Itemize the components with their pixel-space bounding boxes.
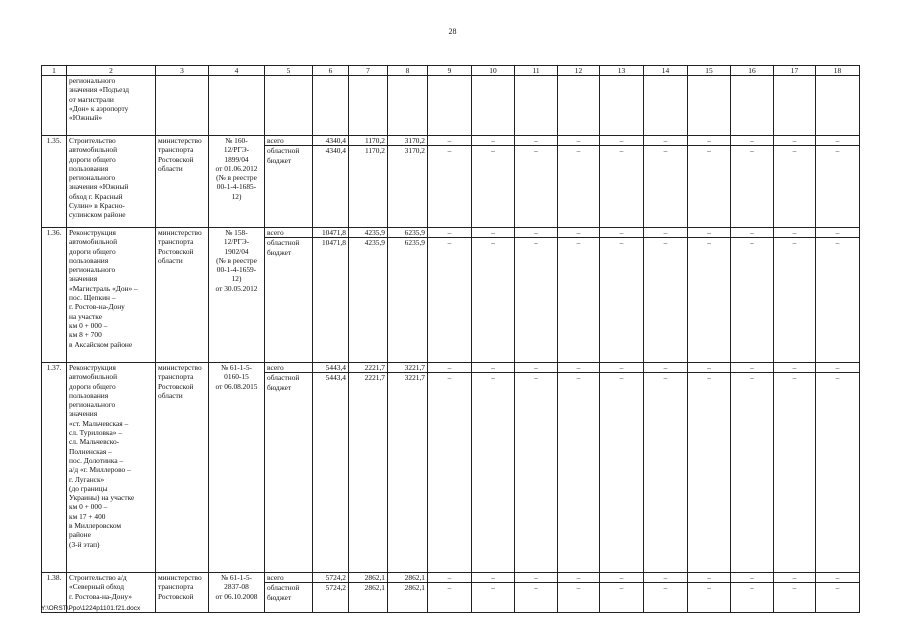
table-row: [42, 136, 860, 228]
dash-total: –: [491, 363, 495, 372]
dash-total: –: [534, 136, 538, 145]
dash-regional: –: [688, 145, 730, 155]
dash-regional: –: [644, 237, 687, 247]
value-col-17: [774, 363, 816, 573]
customer: министерство транспорта Ростовской области: [156, 136, 209, 228]
value-col-8-total: 6235,9: [404, 228, 425, 237]
dash-total: –: [491, 136, 495, 145]
dash-total: –: [663, 228, 668, 237]
dash-regional: –: [644, 582, 687, 592]
funding-source: [265, 573, 313, 613]
value-col-10: [472, 136, 515, 228]
dash-regional: –: [816, 237, 859, 247]
column-number-4: 4: [209, 66, 265, 76]
value-col-13: [600, 573, 644, 613]
value-col-8-regional: 3170,2: [388, 145, 427, 155]
dash-regional: –: [472, 582, 514, 592]
dash-regional: –: [816, 372, 859, 382]
value-col-7: [349, 76, 388, 136]
value-col-15: [688, 228, 731, 363]
value-col-6-regional: 5443,4: [313, 372, 348, 382]
dash-regional: –: [644, 372, 687, 382]
value-col-18: [816, 76, 860, 136]
value-col-10: [472, 228, 515, 363]
project-name: Строительство автомобильной дороги общего пользования регионального значения «Южный обход г. Красный Сулин» в Красно- сулинском районе: [67, 136, 156, 228]
funding-source-total: всего: [267, 228, 284, 237]
value-col-10: [472, 363, 515, 573]
customer: министерство транспорта Ростовской области: [156, 228, 209, 363]
value-col-7-regional: 1170,2: [349, 145, 387, 155]
value-col-11: [515, 228, 558, 363]
project-name: Строительство а/д «Северный обход г. Ростова-на-Дону»: [67, 573, 156, 613]
value-col-16: [731, 573, 774, 613]
dash-total: –: [619, 136, 624, 145]
value-col-17: [774, 136, 816, 228]
value-col-11: [515, 136, 558, 228]
dash-regional: –: [600, 237, 643, 247]
funding-source-total: всего: [267, 363, 284, 372]
dash-total: –: [534, 573, 538, 582]
value-col-7-total: 1170,2: [364, 136, 385, 145]
dash-regional: –: [558, 372, 599, 382]
column-number-17: 17: [774, 66, 816, 76]
table-row: [42, 573, 860, 613]
value-col-18: [816, 136, 860, 228]
approval-document: № 61-1-5- 0160-15 от 06.08.2015: [209, 363, 265, 573]
value-col-13: [600, 76, 644, 136]
value-col-12: [558, 136, 600, 228]
dash-regional: –: [515, 145, 557, 155]
dash-total: –: [447, 363, 452, 372]
funding-source-regional: областной бюджет: [265, 237, 312, 257]
dash-regional: –: [428, 237, 471, 247]
value-col-17: [774, 573, 816, 613]
value-col-8: [388, 363, 428, 573]
value-col-11: [515, 76, 558, 136]
dash-regional: –: [472, 372, 514, 382]
value-col-14: [644, 363, 688, 573]
dash-total: –: [534, 228, 538, 237]
table-row: [42, 363, 860, 573]
value-col-9: [428, 228, 472, 363]
value-col-12: [558, 363, 600, 573]
value-col-7-regional: 4235,9: [349, 237, 387, 247]
dash-total: –: [491, 228, 495, 237]
value-col-6-total: 5443,4: [325, 363, 346, 372]
dash-total: –: [663, 136, 668, 145]
dash-regional: –: [515, 582, 557, 592]
customer: министерство транспорта Ростовской области: [156, 363, 209, 573]
approval-document: № 160- 12/РГЭ- 1899/04 от 01.06.2012 (№ в реестре 00-1-4-1685- 12): [209, 136, 265, 228]
dash-regional: –: [472, 145, 514, 155]
dash-total: –: [707, 136, 711, 145]
value-col-15: [688, 363, 731, 573]
funding-source-regional: областной бюджет: [265, 582, 312, 602]
value-col-6-regional: 10471,8: [313, 237, 348, 247]
value-col-10: [472, 573, 515, 613]
dash-regional: –: [688, 372, 730, 382]
value-col-6: [313, 136, 349, 228]
value-col-11: [515, 573, 558, 613]
dash-total: –: [835, 573, 840, 582]
customer: министерство транспорта Ростовской: [156, 573, 209, 613]
project-name: Реконструкция автомобильной дороги общего пользования регионального значения «Магистраль «Дон» – пос. Щепкин – г. Ростов-на-Дону на участке км 0 + 000 – км 8 + 700 в Аксайском районе: [67, 228, 156, 363]
value-col-9: [428, 136, 472, 228]
value-col-6-total: 10471,8: [321, 228, 346, 237]
dash-total: –: [792, 573, 797, 582]
column-number-12: 12: [558, 66, 600, 76]
dash-regional: –: [688, 582, 730, 592]
value-col-8-total: 2862,1: [404, 573, 425, 582]
value-col-14: [644, 573, 688, 613]
dash-regional: –: [600, 145, 643, 155]
value-col-8: [388, 136, 428, 228]
value-col-18: [816, 363, 860, 573]
dash-total: –: [663, 573, 668, 582]
value-col-6-total: 5724,2: [325, 573, 346, 582]
customer: [156, 76, 209, 136]
value-col-14: [644, 228, 688, 363]
row-id: [42, 76, 67, 136]
value-col-15: [688, 573, 731, 613]
dash-regional: –: [558, 145, 599, 155]
program-table: [41, 65, 860, 613]
value-col-7: [349, 136, 388, 228]
column-number-2: 2: [67, 66, 156, 76]
dash-total: –: [491, 573, 495, 582]
row-id: 1.36.: [42, 228, 67, 363]
dash-total: –: [750, 136, 754, 145]
dash-regional: –: [515, 372, 557, 382]
value-col-8: [388, 76, 428, 136]
value-col-8-total: 3221,7: [404, 363, 425, 372]
value-col-9: [428, 363, 472, 573]
value-col-7: [349, 363, 388, 573]
value-col-8-regional: 2862,1: [388, 582, 427, 592]
value-col-13: [600, 228, 644, 363]
dash-regional: –: [731, 372, 773, 382]
value-col-18: [816, 573, 860, 613]
row-id: 1.38.: [42, 573, 67, 613]
column-number-14: 14: [644, 66, 688, 76]
dash-regional: –: [731, 237, 773, 247]
value-col-16: [731, 363, 774, 573]
value-col-10: [472, 76, 515, 136]
value-col-11: [515, 363, 558, 573]
value-col-16: [731, 136, 774, 228]
value-col-7-regional: 2221,7: [349, 372, 387, 382]
value-col-13: [600, 363, 644, 573]
dash-total: –: [835, 363, 840, 372]
file-path-footer: Y:\ORST\Ppo\1224p1101.f21.docx: [41, 605, 141, 612]
column-numbers-row: [42, 66, 860, 76]
column-number-10: 10: [472, 66, 515, 76]
table-row: [42, 76, 860, 136]
dash-total: –: [750, 363, 754, 372]
dash-regional: –: [600, 582, 643, 592]
column-number-9: 9: [428, 66, 472, 76]
column-number-7: 7: [349, 66, 388, 76]
funding-source: [265, 136, 313, 228]
dash-total: –: [619, 363, 624, 372]
funding-source: [265, 363, 313, 573]
dash-total: –: [663, 363, 668, 372]
column-number-11: 11: [515, 66, 558, 76]
approval-document: [209, 76, 265, 136]
column-number-3: 3: [156, 66, 209, 76]
dash-total: –: [447, 573, 452, 582]
column-number-18: 18: [816, 66, 860, 76]
dash-total: –: [835, 136, 840, 145]
value-col-6-regional: 5724,2: [313, 582, 348, 592]
value-col-9: [428, 76, 472, 136]
dash-regional: –: [558, 237, 599, 247]
value-col-7-total: 2862,1: [364, 573, 385, 582]
dash-total: –: [576, 228, 581, 237]
value-col-6: [313, 573, 349, 613]
dash-regional: –: [816, 582, 859, 592]
value-col-8-total: 3170,2: [404, 136, 425, 145]
dash-regional: –: [816, 145, 859, 155]
dash-regional: –: [428, 582, 471, 592]
dash-regional: –: [731, 582, 773, 592]
value-col-6: [313, 76, 349, 136]
dash-regional: –: [428, 145, 471, 155]
row-id: 1.37.: [42, 363, 67, 573]
value-col-8: [388, 573, 428, 613]
dash-total: –: [534, 363, 538, 372]
row-id: 1.35.: [42, 136, 67, 228]
value-col-8-regional: 6235,9: [388, 237, 427, 247]
dash-regional: –: [688, 237, 730, 247]
column-number-16: 16: [731, 66, 774, 76]
dash-total: –: [447, 136, 452, 145]
value-col-18: [816, 228, 860, 363]
funding-source-total: всего: [267, 573, 284, 582]
value-col-12: [558, 76, 600, 136]
column-number-1: 1: [42, 66, 67, 76]
funding-source-regional: областной бюджет: [265, 372, 312, 392]
value-col-9: [428, 573, 472, 613]
dash-total: –: [750, 573, 754, 582]
value-col-7: [349, 228, 388, 363]
value-col-16: [731, 76, 774, 136]
dash-regional: –: [428, 372, 471, 382]
approval-document: № 158- 12/РГЭ- 1902/04 (№ в реестре 00-1-4-1659- 12) от 30.05.2012: [209, 228, 265, 363]
value-col-15: [688, 76, 731, 136]
dash-total: –: [707, 228, 711, 237]
column-number-13: 13: [600, 66, 644, 76]
dash-regional: –: [774, 145, 815, 155]
project-name: регионального значения «Подъезд от магистрали «Дон» к аэропорту «Южный»: [67, 76, 156, 136]
dash-regional: –: [558, 582, 599, 592]
value-col-7: [349, 573, 388, 613]
dash-regional: –: [644, 145, 687, 155]
funding-source-total: всего: [267, 136, 284, 145]
dash-total: –: [576, 136, 581, 145]
value-col-6: [313, 228, 349, 363]
dash-regional: –: [600, 372, 643, 382]
funding-source: [265, 76, 313, 136]
value-col-16: [731, 228, 774, 363]
project-name: Реконструкция автомобильной дороги общего пользования регионального значения «ст. Мальчевская – сл. Туриловка» – сл. Мальчевско- Полненская – пос. Долотинка – а/д «г. Миллерово – г. Луганск» (до границы Украины) на участке км 0 + 000 – км 17 + 400 в Миллеровском районе (3-й этап): [67, 363, 156, 573]
dash-regional: –: [515, 237, 557, 247]
dash-total: –: [707, 363, 711, 372]
dash-total: –: [792, 363, 797, 372]
value-col-7-total: 4235,9: [364, 228, 385, 237]
value-col-6: [313, 363, 349, 573]
value-col-14: [644, 76, 688, 136]
value-col-17: [774, 228, 816, 363]
value-col-12: [558, 573, 600, 613]
value-col-13: [600, 136, 644, 228]
value-col-8: [388, 228, 428, 363]
approval-document: № 61-1-5- 2837-08 от 06.10.2008: [209, 573, 265, 613]
dash-regional: –: [774, 372, 815, 382]
value-col-17: [774, 76, 816, 136]
value-col-15: [688, 136, 731, 228]
column-number-8: 8: [388, 66, 428, 76]
dash-total: –: [792, 136, 797, 145]
dash-regional: –: [774, 237, 815, 247]
dash-total: –: [835, 228, 840, 237]
column-number-5: 5: [265, 66, 313, 76]
column-number-15: 15: [688, 66, 731, 76]
dash-total: –: [447, 228, 452, 237]
dash-regional: –: [472, 237, 514, 247]
value-col-8-regional: 3221,7: [388, 372, 427, 382]
dash-total: –: [750, 228, 754, 237]
funding-source: [265, 228, 313, 363]
dash-total: –: [792, 228, 797, 237]
column-number-6: 6: [313, 66, 349, 76]
value-col-7-regional: 2862,1: [349, 582, 387, 592]
funding-source-regional: областной бюджет: [265, 145, 312, 165]
dash-total: –: [707, 573, 711, 582]
dash-regional: –: [731, 145, 773, 155]
dash-total: –: [576, 573, 581, 582]
table-row: [42, 228, 860, 363]
value-col-12: [558, 228, 600, 363]
value-col-6-regional: 4340,4: [313, 145, 348, 155]
value-col-7-total: 2221,7: [364, 363, 385, 372]
dash-regional: –: [774, 582, 815, 592]
value-col-14: [644, 136, 688, 228]
dash-total: –: [619, 228, 624, 237]
dash-total: –: [619, 573, 624, 582]
dash-total: –: [576, 363, 581, 372]
page-number: 28: [448, 27, 457, 36]
value-col-6-total: 4340,4: [325, 136, 346, 145]
